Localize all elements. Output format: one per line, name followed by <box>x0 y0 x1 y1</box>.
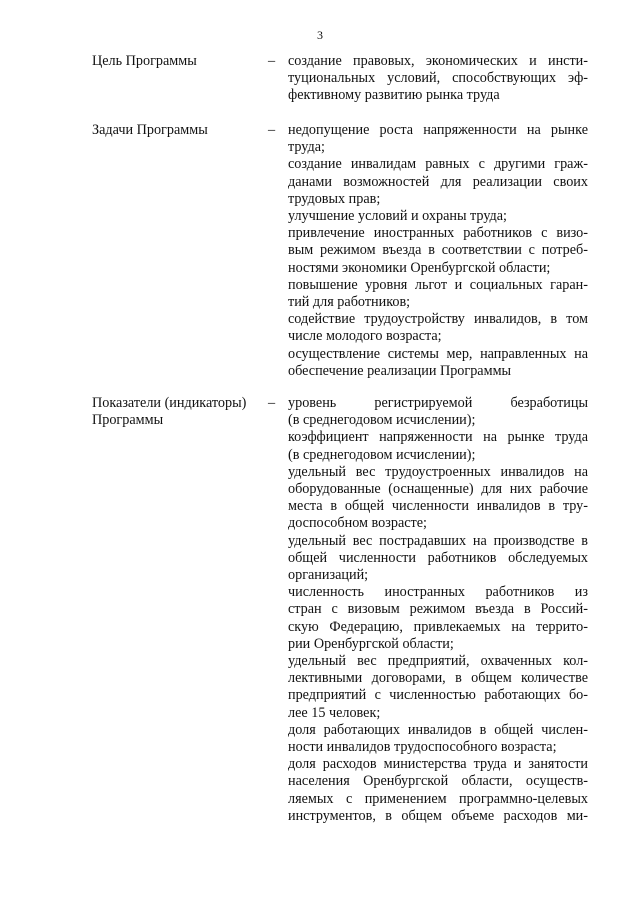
body-text-line: коэффициент напряженности на рынке труда <box>288 429 588 446</box>
body-text-line: фективному развитию рынка труда <box>288 87 500 104</box>
body-text-line: удельный вес пострадавших на производстве в <box>288 532 588 549</box>
body-text-line: организаций; <box>288 567 369 584</box>
body-text-line: удельный вес трудоустроенных инвалидов на <box>288 463 588 480</box>
body-text-line: туциональных условий, способствующих эф- <box>288 70 588 87</box>
section-label-line: Показатели (индикаторы) <box>92 395 247 411</box>
section-label <box>92 53 277 70</box>
body-text-line: создание правовых, экономических и инсти- <box>288 53 588 69</box>
section-dash: – <box>268 122 276 138</box>
body-text-line: общей численности работников обследуемых <box>288 549 588 566</box>
section-label-line: Цель Программы <box>92 53 197 69</box>
section-body <box>288 122 588 380</box>
body-text-line: места в общей численности инвалидов в тру- <box>288 498 588 515</box>
body-text-line: рии Оренбургской области; <box>288 635 454 652</box>
body-text-line: числе молодого возраста; <box>288 328 442 345</box>
body-text-line: труда; <box>288 139 325 156</box>
section-label <box>92 395 277 429</box>
body-text-line: уровень регистрируемой безработицы <box>288 395 588 411</box>
page-number: 3 <box>317 28 323 42</box>
body-text-line: предприятий с численностью работающих бо- <box>288 687 588 704</box>
section-label <box>92 122 277 139</box>
body-text-line: (в среднегодовом исчислении); <box>288 446 476 463</box>
body-text-line: лее 15 человек; <box>288 704 381 721</box>
body-text-line: численность иностранных работников из <box>288 584 588 601</box>
body-text-line: ностями экономики Оренбургской области; <box>288 259 551 276</box>
body-text-line: стран с визовым режимом въезда в Россий- <box>288 601 588 618</box>
body-text-line: лективными договорами, в общем количестве <box>288 670 588 687</box>
body-text-line: населения Оренбургской области, осуществ- <box>288 773 588 790</box>
body-text-line: инструментов, в общем объеме расходов ми- <box>288 807 588 824</box>
body-text-line: ности инвалидов трудоспособного возраста; <box>288 739 557 756</box>
body-text-line: доспособном возрасте; <box>288 515 427 532</box>
body-text-line: тий для работников; <box>288 294 411 311</box>
body-text-line: недопущение роста напряженности на рынке <box>288 122 588 138</box>
section-label-line: Задачи Программы <box>92 122 208 138</box>
section-dash: – <box>268 395 276 411</box>
body-text-line: обеспечение реализации Программы <box>288 362 512 379</box>
section-dash: – <box>268 53 276 69</box>
body-text-line: доля расходов министерства труда и занятости <box>288 756 588 773</box>
body-text-line: трудовых прав; <box>288 190 381 207</box>
body-text-line: оборудованные (оснащенные) для них рабочие <box>288 481 588 498</box>
body-text-line: (в среднегодовом исчислении); <box>288 412 476 429</box>
body-text-line: осуществление системы мер, направленных на <box>288 345 588 362</box>
body-text-line: привлечение иностранных работников с визо- <box>288 225 588 242</box>
section-label-line: Программы <box>92 412 164 429</box>
body-text-line: содействие трудоустройству инвалидов, в том <box>288 311 588 328</box>
body-text-line: вым режимом въезда в соответствии с потреб- <box>288 242 588 259</box>
body-text-line: ляемых с применением программно-целевых <box>288 790 588 807</box>
section-body <box>288 395 588 825</box>
body-text-line: доля работающих инвалидов в общей числен- <box>288 721 588 738</box>
body-text-line: повышение уровня льгот и социальных гаран- <box>288 276 588 293</box>
body-text-line: улучшение условий и охраны труда; <box>288 208 507 225</box>
section-body <box>288 53 588 105</box>
body-text-line: удельный вес предприятий, охваченных кол- <box>288 653 588 670</box>
body-text-line: данами возможностей для реализации своих <box>288 173 588 190</box>
body-text-line: создание инвалидам равных с другими граж- <box>288 156 588 173</box>
body-text-line: скую Федерацию, привлекаемых на террито- <box>288 618 588 635</box>
